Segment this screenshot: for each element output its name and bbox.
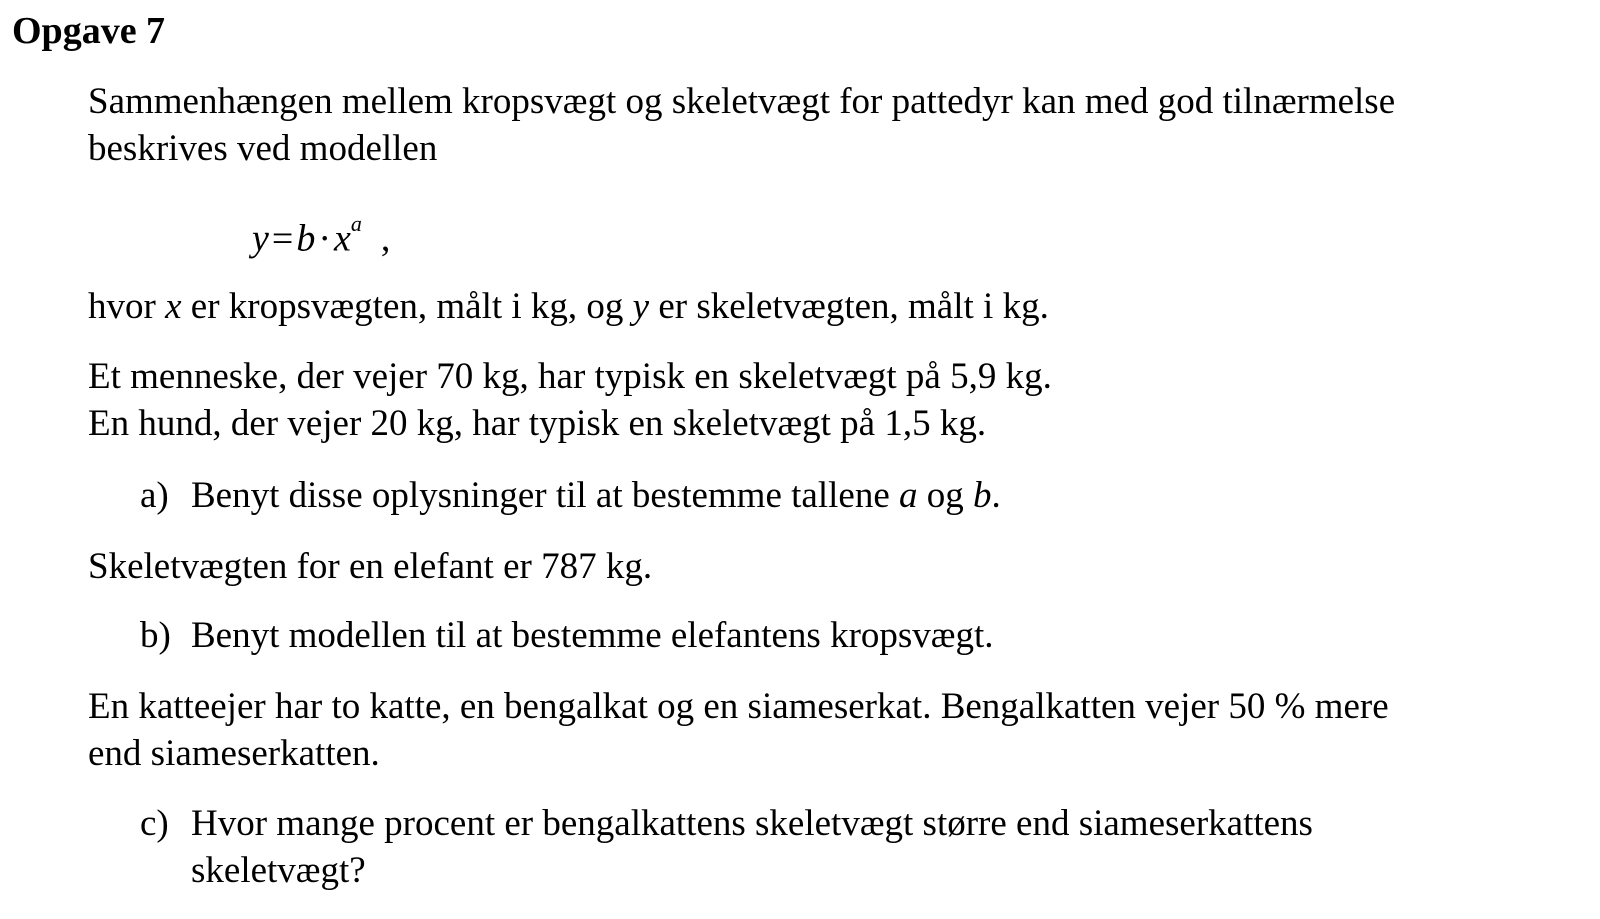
question-b-text: Benyt modellen til at bestemme elefantens kropsvægt. [191,615,994,656]
definition-paragraph [88,283,1588,330]
formula-equals: = [271,217,294,260]
formula-exponent: a [350,211,362,236]
question-a-text: Benyt disse oplysninger til at bestemme tallene [191,475,890,516]
formula-comma: , [380,217,391,260]
elephant-line: Skeletvægten for en elefant er 787 kg. [88,546,653,587]
question-a-og: og [926,475,964,516]
question-a-period: . [991,475,1001,516]
dog-data-line: En hund, der vejer 20 kg, har typisk en skeletvægt på 1,5 kg. [88,403,987,444]
elephant-paragraph [88,543,1588,590]
cat-line-2: end siameserkatten. [88,733,380,774]
question-a-label: a) [140,475,169,516]
intro-line-2: beskrives ved modellen [88,128,438,169]
formula-x: x [333,217,351,260]
intro-paragraph [88,78,1588,172]
question-c-label: c) [140,803,169,844]
human-data-line: Et menneske, der vejer 70 kg, har typisk en skeletvægt på 5,9 kg. [88,356,1052,397]
formula-dot: · [318,217,331,260]
definition-mid: er kropsvægten, målt i kg, og [190,286,624,327]
model-formula [252,206,390,263]
question-b-label: b) [140,615,171,656]
formula-y: y [252,217,269,260]
formula-b: b [296,217,316,260]
definition-pre: hvor [88,286,156,327]
exercise-title: Opgave 7 [12,10,166,52]
definition-y: y [632,286,650,327]
definition-x: x [165,286,182,327]
question-a-var-a: a [899,475,918,516]
question-a-var-b: b [973,475,992,516]
cat-paragraph [88,683,1588,777]
cat-line-1: En katteejer har to katte, en bengalkat og en siameserkat. Bengalkatten vejer 50 % mere [88,686,1389,727]
question-c-line-1: Hvor mange procent er bengalkattens skeletvægt større end siameserkattens [191,803,1313,844]
data-paragraph [88,353,1588,447]
intro-line-1: Sammenhængen mellem kropsvægt og skeletvægt for pattedyr kan med god tilnærmelse [88,81,1396,122]
definition-post: er skeletvægten, målt i kg. [658,286,1049,327]
question-c-line-2: skeletvægt? [191,850,366,891]
